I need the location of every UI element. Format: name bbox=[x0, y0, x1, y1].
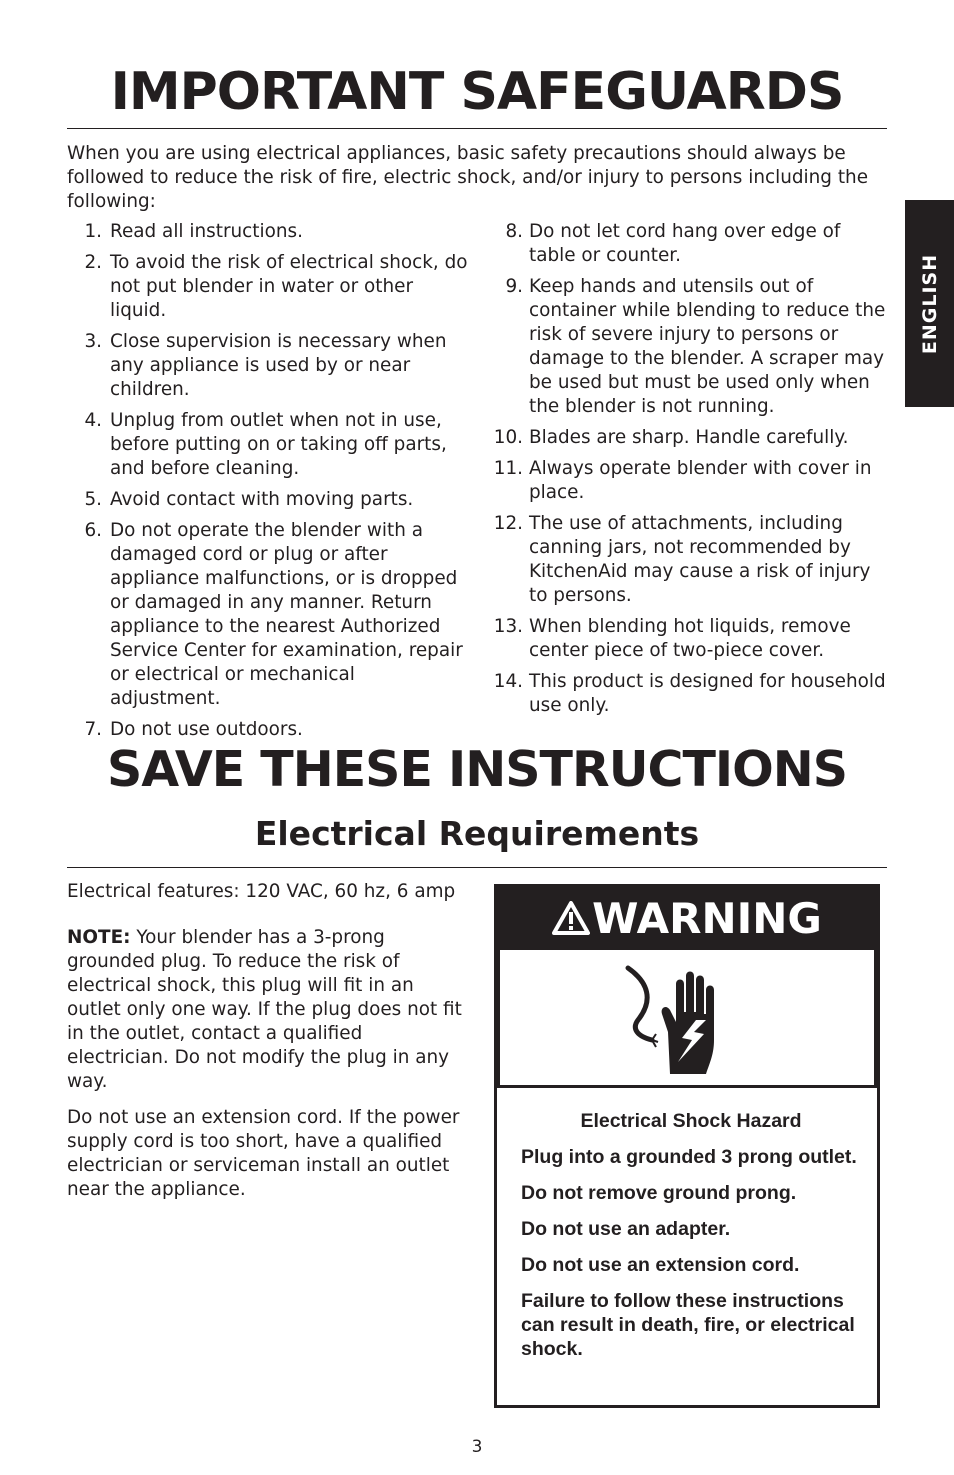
item-text: Do not use outdoors. bbox=[110, 719, 303, 740]
item-text: Blades are sharp. Handle carefully. bbox=[529, 427, 849, 448]
warning-line: Plug into a grounded 3 prong outlet. bbox=[521, 1146, 857, 1168]
save-instructions-title: SAVE THESE INSTRUCTIONS bbox=[106, 741, 848, 798]
item-number: 6. bbox=[84, 520, 102, 541]
list-item bbox=[492, 220, 892, 268]
icon-area-border-left bbox=[497, 950, 500, 1085]
warning-box bbox=[494, 884, 880, 1408]
item-text: Read all instructions. bbox=[110, 221, 303, 242]
warning-icon-area bbox=[497, 950, 877, 1088]
warning-header bbox=[497, 887, 877, 950]
list-item bbox=[492, 426, 892, 450]
note-paragraph bbox=[67, 926, 467, 1094]
item-number: 1. bbox=[84, 221, 102, 242]
item-number: 13. bbox=[493, 616, 523, 637]
item-text: Avoid contact with moving parts. bbox=[110, 489, 414, 510]
item-text: When blending hot liquids, remove center piece of two-piece cover. bbox=[529, 616, 851, 661]
item-number: 7. bbox=[84, 719, 102, 740]
note-text: Your blender has a 3-prong grounded plug. To reduce the risk of electrical shock, this plug will fit in an outlet only one way. If the plug does not fit in the outlet, contact a qualified electrician. Do not modify the plug in any way. bbox=[67, 927, 462, 1092]
electrical-features: Electrical features: 120 VAC, 60 hz, 6 amp bbox=[67, 881, 456, 902]
list-item bbox=[492, 670, 892, 718]
list-item bbox=[75, 519, 470, 711]
item-number: 3. bbox=[84, 331, 102, 352]
warning-body bbox=[521, 1109, 861, 1373]
item-text: Do not operate the blender with a damaged cord or plug or after appliance malfunctions, or is dropped or damaged in any manner. Return appliance to the nearest Authorized Service Center for examination, repair or electrical or mechanical adjustment. bbox=[110, 520, 463, 709]
warning-line: Do not use an adapter. bbox=[521, 1218, 731, 1240]
warning-line: Failure to follow these instructions can result in death, fire, or electrical shock. bbox=[521, 1290, 855, 1360]
extension-cord-paragraph: Do not use an extension cord. If the power supply cord is too short, have a qualified electrician or serviceman install an outlet near the appliance. bbox=[67, 1107, 460, 1200]
language-tab-label: ENGLISH bbox=[918, 253, 941, 354]
icon-area-border-right bbox=[874, 950, 877, 1085]
item-number: 14. bbox=[493, 671, 523, 692]
list-item bbox=[492, 512, 892, 608]
list-item bbox=[75, 330, 470, 402]
intro-paragraph: When you are using electrical appliances, basic safety precautions should always be followed to reduce the risk of fire, electric shock, and/or injury to persons including the following: bbox=[67, 143, 869, 212]
warning-triangle-icon bbox=[552, 901, 590, 935]
list-item bbox=[75, 220, 470, 244]
item-number: 9. bbox=[505, 276, 523, 297]
safeguards-list-right bbox=[492, 220, 892, 725]
item-number: 5. bbox=[84, 489, 102, 510]
warning-line: Do not use an extension cord. bbox=[521, 1254, 800, 1276]
warning-line: Do not remove ground prong. bbox=[521, 1182, 797, 1204]
item-number: 8. bbox=[505, 221, 523, 242]
item-text: Keep hands and utensils out of container while blending to reduce the risk of severe injury to persons or damage to the blender. A scraper may be used but must be used only when the blender is not running. bbox=[529, 276, 886, 417]
list-item bbox=[75, 251, 470, 323]
page-number: 3 bbox=[471, 1437, 483, 1457]
item-number: 10. bbox=[493, 427, 523, 448]
item-text: Unplug from outlet when not in use, before putting on or taking off parts, and before cleaning. bbox=[110, 410, 447, 479]
section-divider bbox=[67, 867, 887, 868]
item-text: The use of attachments, including canning jars, not recommended by KitchenAid may cause a risk of injury to persons. bbox=[529, 513, 871, 606]
electric-shock-hand-icon bbox=[622, 962, 742, 1080]
item-number: 11. bbox=[493, 458, 523, 479]
item-text: Always operate blender with cover in place. bbox=[529, 458, 872, 503]
item-text: Do not let cord hang over edge of table or counter. bbox=[529, 221, 841, 266]
list-item bbox=[75, 409, 470, 481]
language-tab bbox=[905, 200, 954, 407]
item-text: To avoid the risk of electrical shock, do not put blender in water or other liquid. bbox=[110, 252, 468, 321]
list-item bbox=[492, 615, 892, 663]
list-item bbox=[75, 488, 470, 512]
item-number: 2. bbox=[84, 252, 102, 273]
list-item bbox=[492, 457, 892, 505]
item-text: Close supervision is necessary when any appliance is used by or near children. bbox=[110, 331, 447, 400]
page-title: IMPORTANT SAFEGUARDS bbox=[110, 62, 844, 122]
item-number: 12. bbox=[493, 513, 523, 534]
electrical-requirements-title: Electrical Requirements bbox=[254, 814, 700, 853]
hazard-title: Electrical Shock Hazard bbox=[580, 1110, 802, 1132]
list-item bbox=[492, 275, 892, 419]
item-number: 4. bbox=[84, 410, 102, 431]
safeguards-list-left bbox=[75, 220, 470, 749]
warning-label: WARNING bbox=[592, 894, 822, 943]
item-text: This product is designed for household use only. bbox=[529, 671, 886, 716]
note-label: NOTE: bbox=[67, 927, 131, 948]
electrical-requirements-text bbox=[67, 880, 467, 1214]
title-divider bbox=[67, 128, 887, 129]
